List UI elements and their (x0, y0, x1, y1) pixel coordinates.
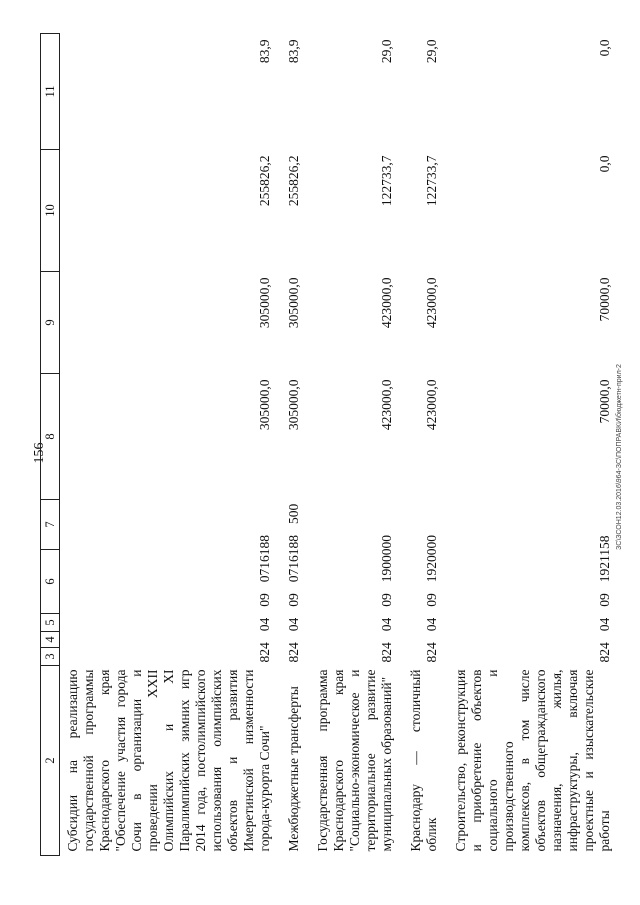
value-col9: 423000,0 (379, 277, 394, 329)
value-col8: 423000,0 (424, 379, 439, 431)
code-section: 04 (286, 617, 301, 632)
table-row (60, 34, 282, 856)
value-col10: 255826,2 (286, 155, 301, 207)
value-col11: 29,0 (424, 39, 439, 64)
code-target: 0716188 (257, 535, 272, 583)
code-section: 04 (424, 617, 439, 632)
value-col10: 122733,7 (424, 155, 439, 207)
header-cell: 9 (41, 272, 60, 374)
value-col9: 70000,0 (597, 277, 612, 322)
table-row (448, 34, 621, 856)
value-col8: 305000,0 (257, 379, 272, 431)
table-row (281, 34, 310, 856)
header-cell: 5 (41, 614, 60, 632)
row-codes (403, 535, 448, 666)
code-subsection: 09 (286, 593, 301, 607)
code-subsection: 09 (257, 593, 272, 607)
row-codes (60, 535, 282, 666)
code-ministry: 824 (286, 642, 301, 663)
code-section: 04 (597, 617, 612, 632)
code-ministry: 824 (379, 642, 394, 663)
code-target: 1921158 (597, 535, 612, 583)
value-col11: 83,9 (257, 39, 272, 64)
value-col9: 423000,0 (424, 277, 439, 329)
budget-table (40, 33, 621, 856)
header-cell: 6 (41, 550, 60, 614)
code-subsection: 09 (424, 593, 439, 607)
row-name: Краснодару — столичный облик (408, 669, 439, 852)
code-ministry: 824 (597, 642, 612, 663)
value-col8: 70000,0 (597, 379, 612, 424)
header-cell: 8 (41, 374, 60, 500)
file-path-stamp: ЗС\ЗСОН12.03.2016\964-ЗС\ПОПРАВКИ\бюджетн-прил-2 (616, 364, 623, 550)
header-cell: 2 (41, 666, 60, 856)
row-name: Строительство, реконструкция и приобретение объектов социального и производственного комплексов, в том числе объектов общегражданского назначения, жилья, инфраструктуры, включая проектные и изыскательские работы (453, 669, 612, 852)
header-cell: 4 (41, 632, 60, 648)
header-cell: 3 (41, 648, 60, 666)
code-section: 04 (379, 617, 394, 632)
value-col9: 305000,0 (286, 277, 301, 329)
code-subsection: 09 (379, 593, 394, 607)
header-cell: 7 (41, 500, 60, 550)
row-codes (310, 535, 403, 666)
column-number-header (41, 34, 60, 856)
row-codes (448, 535, 621, 666)
value-col11: 83,9 (286, 39, 301, 64)
value-col9: 305000,0 (257, 277, 272, 329)
table-row (403, 34, 448, 856)
header-cell: 11 (41, 34, 60, 150)
value-col10: 122733,7 (379, 155, 394, 207)
table-row (310, 34, 403, 856)
value-col8: 305000,0 (286, 379, 301, 431)
code-target: 0716188 (286, 535, 301, 583)
value-col10: 0,0 (597, 155, 612, 173)
code-target: 1900000 (379, 535, 394, 583)
code-section: 04 (257, 617, 272, 632)
code-expense-type: 500 (286, 503, 301, 524)
row-name: Межбюджетные трансферты (286, 686, 301, 852)
header-cell: 10 (41, 150, 60, 272)
code-subsection: 09 (597, 593, 612, 607)
value-col10: 255826,2 (257, 155, 272, 207)
row-name: Государственная программа Краснодарского края "Социально-экономическое и территориальное развитие муниципальных образований" (315, 669, 394, 852)
page-number: 156 (32, 442, 47, 464)
code-ministry: 824 (257, 642, 272, 663)
row-name: Субсидии на реализацию государственной программы Краснодарского края "Обеспечение участия города Сочи в организации и проведении XXII Олимпийских и XI Паралимпийских зимних игр 2014 года, постолимпийского использования олимпийских объектов и развития Имеретинской низменности города-курорта Сочи" (65, 669, 272, 852)
code-target: 1920000 (424, 535, 439, 583)
value-col11: 29,0 (379, 39, 394, 64)
value-col11: 0,0 (597, 39, 612, 57)
rotated-table-container (40, 34, 612, 856)
code-ministry: 824 (424, 642, 439, 663)
value-col8: 423000,0 (379, 379, 394, 431)
row-codes (281, 503, 310, 666)
